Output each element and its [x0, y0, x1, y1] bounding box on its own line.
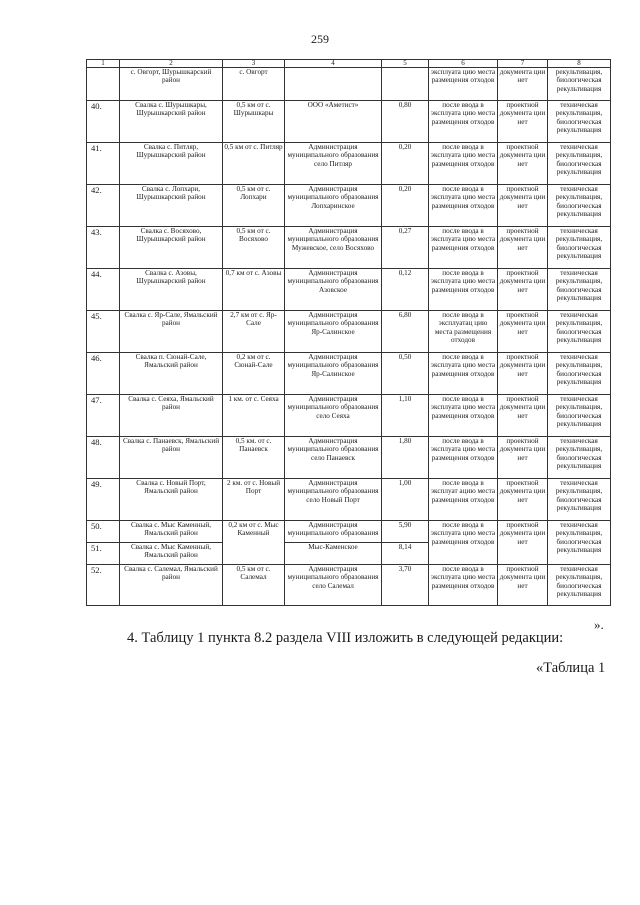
cell-num: 50. — [87, 521, 120, 543]
cell-owner: Администрация муниципального образования Яр-Салинское — [285, 311, 382, 353]
cell-area: 0,20 — [382, 143, 429, 185]
cell-num: 51. — [87, 543, 120, 565]
cell-distance: 0,5 км от с. Восяхово — [223, 227, 285, 269]
amendment-instruction: 4. Таблицу 1 пункта 8.2 раздела VIII изложить в следующей редакции: — [127, 630, 564, 646]
cell-docs: проектной документа ции нет — [498, 437, 548, 479]
cell-owner: ООО «Аметист» — [285, 101, 382, 143]
cell-name: Свалка с. Восяхово, Шурышкарский район — [120, 227, 223, 269]
cell-distance: 0,2 км от с. Сюнай-Сале — [223, 353, 285, 395]
cell-num: 41. — [87, 143, 120, 185]
cell-docs: проектной документа ции нет — [498, 269, 548, 311]
cell-name: Свалка с. Азовы, Шурышкарский район — [120, 269, 223, 311]
cell-owner: Администрация муниципального образования село Салемал — [285, 565, 382, 606]
cell-owner: Администрация муниципального образования — [285, 521, 382, 543]
closing-quote: ». — [594, 617, 604, 632]
cell-area: 1,10 — [382, 395, 429, 437]
cell-area: 0,12 — [382, 269, 429, 311]
cell-method: техническая рекультивация, биологическая рекультивация — [548, 437, 611, 479]
cell-name: с. Овгорт, Шурышкарский район — [120, 68, 223, 101]
cell-name: Свалка с. Яр-Сале, Ямальский район — [120, 311, 223, 353]
cell-term: после ввода в эксплуат ацию места размещения отходов — [429, 479, 498, 521]
cell-name: Свалка с. Шурышкары, Шурышкарский район — [120, 101, 223, 143]
cell-term: после ввода в эксплуата цию места размещения отходов — [429, 227, 498, 269]
cell-area: 0,50 — [382, 353, 429, 395]
cell-distance: 0,5 км. от с. Панаевск — [223, 437, 285, 479]
cell-num — [87, 68, 120, 101]
cell-docs: проектной документа ции нет — [498, 479, 548, 521]
cell-distance: 0,5 км от с. Салемал — [223, 565, 285, 606]
cell-method: техническая рекультивация, биологическая рекультивация — [548, 521, 611, 565]
table-row — [87, 185, 611, 227]
header-cell: 1 — [87, 60, 120, 68]
cell-num: 47. — [87, 395, 120, 437]
cell-name: Свалка с. Питляр, Шурышкарский район — [120, 143, 223, 185]
cell-name: Свалка п. Сюнай-Сале, Ямальский район — [120, 353, 223, 395]
cell-docs: проектной документа ции нет — [498, 565, 548, 606]
cell-area: 6,80 — [382, 311, 429, 353]
cell-docs: проектной документа ции нет — [498, 395, 548, 437]
page-number: 259 — [311, 32, 329, 46]
cell-num: 44. — [87, 269, 120, 311]
cell-area: 3,70 — [382, 565, 429, 606]
cell-num: 48. — [87, 437, 120, 479]
cell-distance: 0,5 км от с. Питляр — [223, 143, 285, 185]
cell-term: после ввода в эксплуата цию места размещения отходов — [429, 565, 498, 606]
header-cell: 5 — [382, 60, 429, 68]
cell-area: 1,00 — [382, 479, 429, 521]
cell-docs: проектной документа ции нет — [498, 143, 548, 185]
table-caption: «Таблица 1 — [536, 660, 606, 676]
table-row-continued — [87, 68, 611, 101]
table-row — [87, 395, 611, 437]
table-row — [87, 269, 611, 311]
cell-area: 0,80 — [382, 101, 429, 143]
cell-term: эксплуата цию места размещения отходов — [429, 68, 498, 101]
cell-name: Свалка с. Лопхари, Шурышкарский район — [120, 185, 223, 227]
cell-docs: проектной документа ции нет — [498, 185, 548, 227]
cell-area — [382, 68, 429, 101]
cell-owner: Администрация муниципального образования Яр-Салинское — [285, 353, 382, 395]
cell-distance: 0,5 км от с. Лопхари — [223, 185, 285, 227]
cell-term: после ввода в эксплуата цию места размещения отходов — [429, 269, 498, 311]
cell-num: 49. — [87, 479, 120, 521]
cell-docs: проектной документа ции нет — [498, 353, 548, 395]
cell-owner: Администрация муниципального образования Мужевское, село Восяхово — [285, 227, 382, 269]
cell-distance: 1 км. от с. Сеяха — [223, 395, 285, 437]
cell-name: Свалка с. Сеяха, Ямальский район — [120, 395, 223, 437]
header-cell: 4 — [285, 60, 382, 68]
cell-method: техническая рекультивация, биологическая рекультивация — [548, 143, 611, 185]
header-cell: 2 — [120, 60, 223, 68]
cell-owner: Администрация муниципального образования село Сеяха — [285, 395, 382, 437]
cell-distance: 0,2 км от с. Мыс Каменный — [223, 521, 285, 565]
header-cell: 6 — [429, 60, 498, 68]
cell-area: 5,90 — [382, 521, 429, 543]
cell-distance: с. Овгорт — [223, 68, 285, 101]
cell-owner: Мыс-Каменское — [285, 543, 382, 565]
cell-num: 42. — [87, 185, 120, 227]
cell-term: после ввода в эксплуата цию места размещения отходов — [429, 143, 498, 185]
cell-term: после ввода в эксплуата цию места размещения отходов — [429, 521, 498, 565]
cell-method: техническая рекультивация, биологическая рекультивация — [548, 565, 611, 606]
table-row — [87, 479, 611, 521]
cell-name: Свалка с. Салемал, Ямальский район — [120, 565, 223, 606]
table-row — [87, 227, 611, 269]
cell-method: рекультивация, биологическая рекультивация — [548, 68, 611, 101]
cell-docs: документа ции нет — [498, 68, 548, 101]
cell-term: после ввода в эксплуата цию места размещения отходов — [429, 185, 498, 227]
cell-num: 46. — [87, 353, 120, 395]
cell-owner: Администрация муниципального образования Азовское — [285, 269, 382, 311]
cell-num: 43. — [87, 227, 120, 269]
cell-method: техническая рекультивация, биологическая рекультивация — [548, 353, 611, 395]
cell-distance: 0,7 км от с. Азовы — [223, 269, 285, 311]
cell-method: техническая рекультивация, биологическая рекультивация — [548, 479, 611, 521]
cell-area: 1,80 — [382, 437, 429, 479]
cell-docs: проектной документа ции нет — [498, 521, 548, 565]
cell-docs: проектной документа ции нет — [498, 311, 548, 353]
header-cell: 3 — [223, 60, 285, 68]
landfill-table — [86, 59, 611, 606]
cell-owner: Администрация муниципального образования село Питляр — [285, 143, 382, 185]
cell-method: техническая рекультивация, биологическая рекультивация — [548, 395, 611, 437]
cell-area: 0,20 — [382, 185, 429, 227]
cell-method: техническая рекультивация, биологическая рекультивация — [548, 185, 611, 227]
cell-term: после ввода в эксплуата цию места размещения отходов — [429, 437, 498, 479]
header-cell: 8 — [548, 60, 611, 68]
table-row — [87, 565, 611, 606]
cell-owner — [285, 68, 382, 101]
table-row — [87, 437, 611, 479]
cell-distance: 0,5 км от с. Шурышкары — [223, 101, 285, 143]
table-row — [87, 353, 611, 395]
cell-name: Свалка с. Мыс Каменный, Ямальский район — [120, 521, 223, 543]
cell-owner: Администрация муниципального образования село Панаевск — [285, 437, 382, 479]
cell-method: техническая рекультивация, биологическая рекультивация — [548, 311, 611, 353]
cell-term: после ввода в эксплуата цию места размещения отходов — [429, 353, 498, 395]
cell-method: техническая рекультивация, биологическая рекультивация — [548, 101, 611, 143]
cell-owner: Администрация муниципального образования Лопхаринское — [285, 185, 382, 227]
cell-distance: 2,7 км от с. Яр-Сале — [223, 311, 285, 353]
cell-term: после ввода в эксплуата цию места размещения отходов — [429, 101, 498, 143]
cell-name: Свалка с. Мыс Каменный, Ямальский район — [120, 543, 223, 565]
cell-docs: проектной документа ции нет — [498, 227, 548, 269]
cell-name: Свалка с. Новый Порт, Ямальский район — [120, 479, 223, 521]
header-cell: 7 — [498, 60, 548, 68]
table-row — [87, 143, 611, 185]
cell-method: техническая рекультивация, биологическая рекультивация — [548, 269, 611, 311]
cell-area: 0,27 — [382, 227, 429, 269]
table-row — [87, 311, 611, 353]
cell-method: техническая рекультивация, биологическая рекультивация — [548, 227, 611, 269]
cell-area: 8,14 — [382, 543, 429, 565]
cell-name: Свалка с. Панаевск, Ямальский район — [120, 437, 223, 479]
cell-num: 45. — [87, 311, 120, 353]
cell-owner: Администрация муниципального образования село Новый Порт — [285, 479, 382, 521]
header-row — [87, 60, 611, 68]
table-row — [87, 521, 611, 543]
cell-term: после ввода в эксплуатац цию места размещения отходов — [429, 311, 498, 353]
cell-term: после ввода в эксплуата цию места размещения отходов — [429, 395, 498, 437]
cell-num: 40. — [87, 101, 120, 143]
cell-docs: проектной документа ции нет — [498, 101, 548, 143]
table-row — [87, 101, 611, 143]
cell-distance: 2 км. от с. Новый Порт — [223, 479, 285, 521]
cell-num: 52. — [87, 565, 120, 606]
